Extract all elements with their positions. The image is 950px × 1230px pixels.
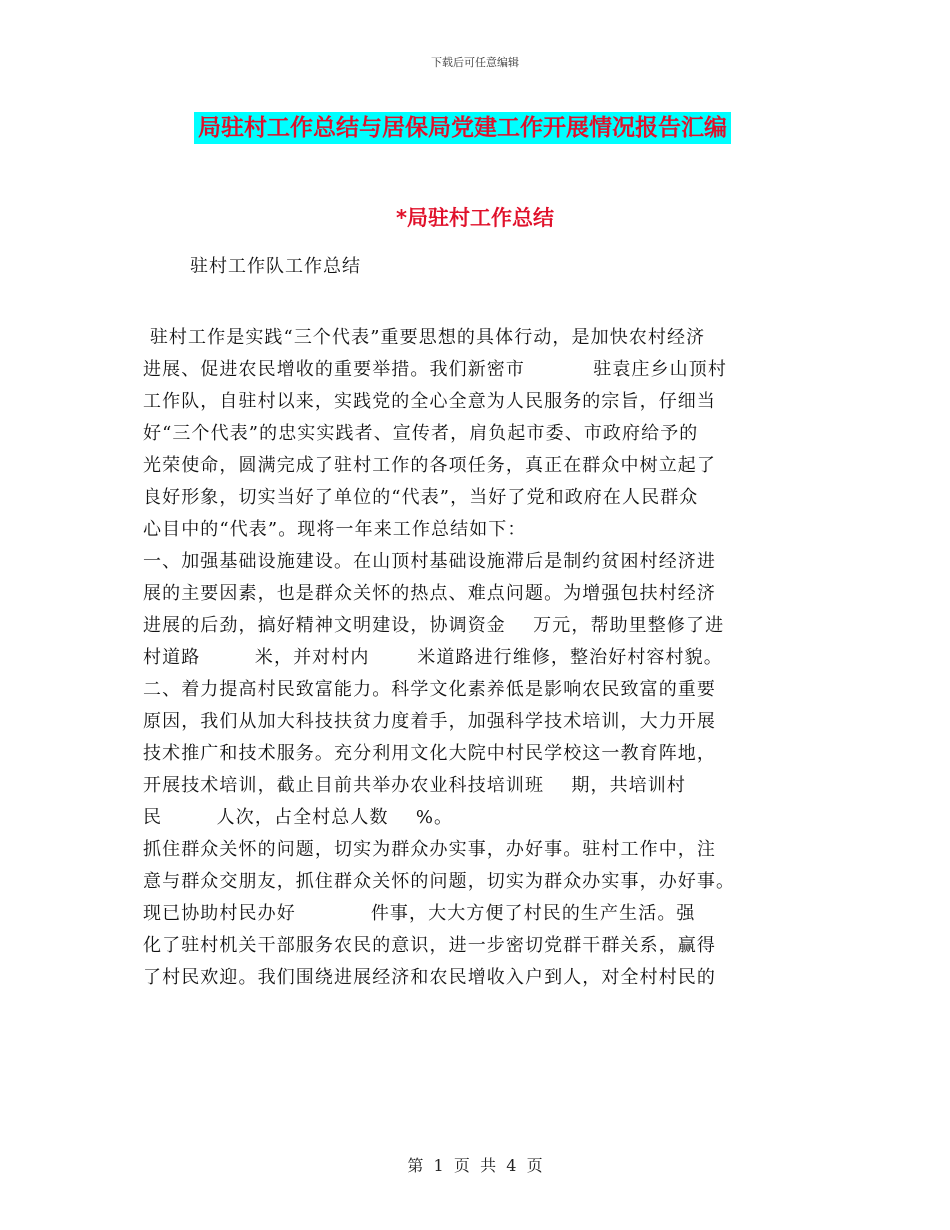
body-line: 开展技术培训，截止目前共举办农业科技培训班 期，共培训村 xyxy=(143,775,686,796)
body-line: 心目中的“代表”。现将一年来工作总结如下： xyxy=(143,519,527,540)
page-footer: 第 1 页 共 4 页 xyxy=(407,1156,543,1175)
body-line: 二、着力提高村民致富能力。科学文化素养低是影响农民致富的重要 xyxy=(143,679,716,700)
body-line: 光荣使命，圆满完成了驻村工作的各项任务，真正在群众中树立起了 xyxy=(143,455,716,476)
body-line: 展的主要因素，也是群众关怀的热点、难点问题。为增强包扶村经济 xyxy=(143,583,716,604)
body-line: 进展的后劲，搞好精神文明建设，协调资金 万元，帮助里整修了进 xyxy=(143,615,725,636)
document-main-title: 局驻村工作总结与居保局党建工作开展情况报告汇编 xyxy=(194,112,731,144)
subtitle: 驻村工作队工作总结 xyxy=(190,256,361,277)
body-line: 化了驻村机关干部服务农民的意识，进一步密切党群干群关系，赢得 xyxy=(143,935,716,956)
body-line: 技术推广和技术服务。充分利用文化大院中村民学校这一教育阵地， xyxy=(143,743,716,764)
body-line: 驻村工作是实践“三个代表”重要思想的具体行动，是加快农村经济 xyxy=(143,327,706,348)
body-line: 民 人次，占全村总人数 %。 xyxy=(143,807,454,828)
body-line: 了村民欢迎。我们围绕进展经济和农民增收入户到人，对全村村民的 xyxy=(143,967,716,988)
body-line: 村道路 米，并对村内 米道路进行维修，整治好村容村貌。 xyxy=(143,647,723,668)
body-line: 良好形象，切实当好了单位的“代表”，当好了党和政府在人民群众 xyxy=(143,487,699,508)
body-line: 原因，我们从加大科技扶贫力度着手，加强科学技术培训，大力开展 xyxy=(143,711,716,732)
body-line: 抓住群众关怀的问题，切实为群众办实事，办好事。驻村工作中，注 xyxy=(143,839,716,860)
body-line: 意与群众交朋友，抓住群众关怀的问题，切实为群众办实事，办好事。 xyxy=(143,871,736,892)
body-line: 现已协助村民办好 件事，大大方便了村民的生产生活。强 xyxy=(143,903,696,924)
body-line: 进展、促进农民增收的重要举措。我们新密市 驻袁庄乡山顶村 xyxy=(143,359,727,380)
section-title: *局驻村工作总结 xyxy=(396,206,554,230)
body-line: 一、加强基础设施建设。在山顶村基础设施滞后是制约贫困村经济进 xyxy=(143,551,716,572)
body-text xyxy=(143,322,813,994)
header-note: 下载后可任意编辑 xyxy=(431,56,519,69)
body-line: 工作队，自驻村以来，实践党的全心全意为人民服务的宗旨，仔细当 xyxy=(143,391,716,412)
body-line: 好“三个代表”的忠实实践者、宣传者，肩负起市委、市政府给予的 xyxy=(143,423,699,444)
